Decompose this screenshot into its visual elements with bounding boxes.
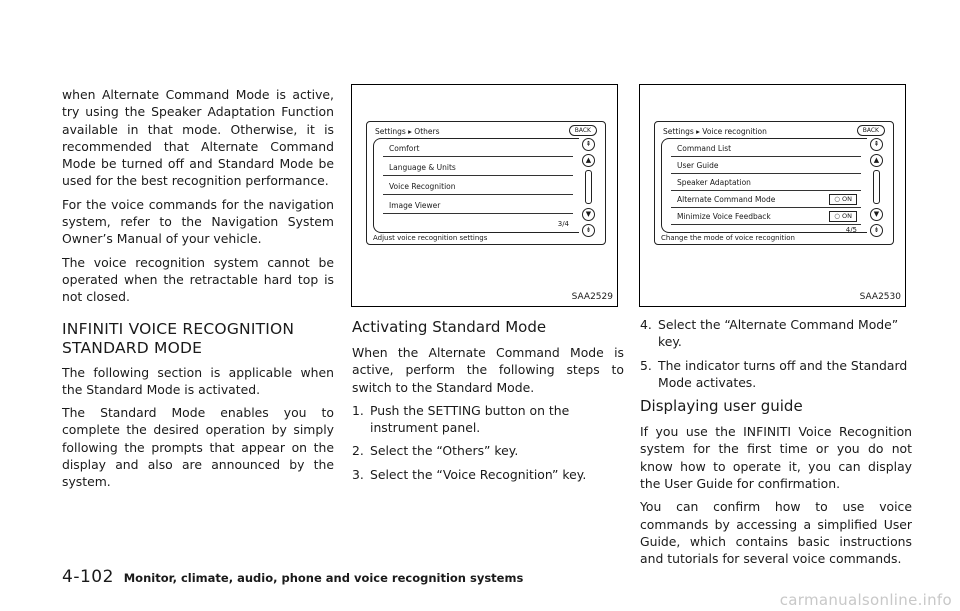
paragraph: when Alternate Command Mode is active, try using the Speaker Adaptation Function available in that mode. Otherwise, it is recommended that Alternate Command Mode be turned off and Standard Mode be used for the best recognition performance. (62, 87, 334, 189)
menu-item-voice-recognition[interactable]: Voice Recognition (383, 178, 573, 195)
page-number: 4-102 (62, 567, 114, 587)
menu-item-minimize-voice-feedback[interactable] (671, 208, 861, 225)
menu-item-command-list[interactable]: Command List (671, 140, 861, 157)
page-counter: 4/5 (845, 226, 857, 234)
menu-item-language-units[interactable]: Language & Units (383, 159, 573, 176)
page-counter: 3/4 (557, 220, 569, 228)
text-column-left (62, 86, 334, 497)
section-heading: INFINITI VOICE RECOGNITION STANDARD MODE (62, 319, 295, 357)
steps-list (352, 402, 624, 483)
section-heading: Displaying user guide (640, 397, 803, 416)
scroll-up-icon[interactable]: ▲ (582, 154, 595, 167)
page-down-icon[interactable]: ⇟ (582, 224, 595, 237)
scrollbar[interactable] (867, 138, 887, 236)
paragraph: The voice recognition system cannot be operated when the retractable hard top is not closed. (62, 254, 334, 305)
scrollbar[interactable] (579, 138, 599, 236)
page-down-icon[interactable]: ⇟ (870, 224, 883, 237)
menu-item-image-viewer[interactable]: Image Viewer (383, 197, 573, 214)
scroll-down-icon[interactable]: ▼ (582, 208, 595, 221)
figure-caption: SAA2530 (859, 292, 901, 302)
step-number: 3. (352, 466, 364, 482)
step-text: Select the “Others” key. (370, 443, 519, 459)
step-number: 2. (352, 443, 364, 459)
steps-list (640, 316, 912, 391)
back-button[interactable]: BACK (857, 125, 885, 136)
page-footer (62, 567, 523, 587)
help-text: Adjust voice recognition settings (373, 234, 488, 242)
menu-item-alternate-command-mode[interactable] (671, 191, 861, 208)
paragraph: The following section is applicable when the Standard Mode is activated. (62, 364, 334, 397)
step-text: The indicator turns off and the Standard Mode activates. (658, 357, 908, 390)
scroll-up-icon[interactable]: ▲ (870, 154, 883, 167)
toggle-indicator: ○ ON (829, 211, 857, 222)
list-item (352, 402, 624, 437)
figure-settings-voice-recognition (639, 84, 906, 307)
step-text: Push the SETTING button on the instrument panel. (370, 402, 570, 436)
page-up-icon[interactable]: ⇞ (582, 138, 595, 151)
list-item (640, 316, 912, 351)
toggle-label: ON (842, 212, 852, 220)
figure-settings-others (351, 84, 618, 307)
menu-item-label: Alternate Command Mode (677, 195, 776, 204)
figure-caption: SAA2529 (571, 292, 613, 302)
menu-item-label: Minimize Voice Feedback (677, 212, 771, 221)
step-text: Select the “Voice Recognition” key. (370, 466, 587, 482)
paragraph: The Standard Mode enables you to complete the desired operation by simply following the prompts that appear on the display and also are announced by the system. (62, 405, 334, 490)
chapter-title: Monitor, climate, audio, phone and voice recognition systems (123, 571, 524, 585)
help-text: Change the mode of voice recognition (661, 234, 795, 242)
watermark: carmanualsonline.info (779, 591, 952, 609)
menu-item-speaker-adaptation[interactable]: Speaker Adaptation (671, 174, 861, 191)
scroll-track[interactable] (873, 170, 880, 204)
menu-item-user-guide[interactable]: User Guide (671, 157, 861, 174)
back-button[interactable]: BACK (569, 125, 597, 136)
menu-item-comfort[interactable]: Comfort (383, 140, 573, 157)
section-heading: Activating Standard Mode (352, 318, 547, 336)
breadcrumb: Settings ▸ Others (375, 127, 440, 136)
text-column-middle (352, 316, 624, 489)
scroll-track[interactable] (585, 170, 592, 204)
page-up-icon[interactable]: ⇞ (870, 138, 883, 151)
step-number: 4. (640, 317, 652, 332)
toggle-indicator: ○ ON (829, 194, 857, 205)
breadcrumb: Settings ▸ Voice recognition (663, 127, 767, 136)
list-item (352, 442, 624, 459)
step-number: 5. (640, 357, 652, 373)
paragraph: For the voice commands for the navigation system, refer to the Navigation System Owner’s Manual of your vehicle. (62, 196, 334, 247)
step-text: Select the “Alternate Command Mode” key. (658, 317, 899, 350)
step-number: 1. (352, 402, 364, 418)
scroll-down-icon[interactable]: ▼ (870, 208, 883, 221)
toggle-label: ON (842, 195, 852, 203)
list-item (352, 466, 624, 483)
paragraph: You can confirm how to use voice commands by accessing a simplified User Guide, which contains basic instructions and tutorials for several voice commands. (640, 499, 912, 567)
screen-display (654, 121, 894, 245)
list-item (640, 357, 912, 392)
paragraph: If you use the INFINITI Voice Recognition system for the first time or you do not know how to operate it, you can display the User Guide for confirmation. (640, 424, 912, 492)
text-column-right (640, 316, 912, 574)
screen-display (366, 121, 606, 245)
paragraph: When the Alternate Command Mode is active, perform the following steps to switch to the Standard Mode. (352, 345, 624, 395)
